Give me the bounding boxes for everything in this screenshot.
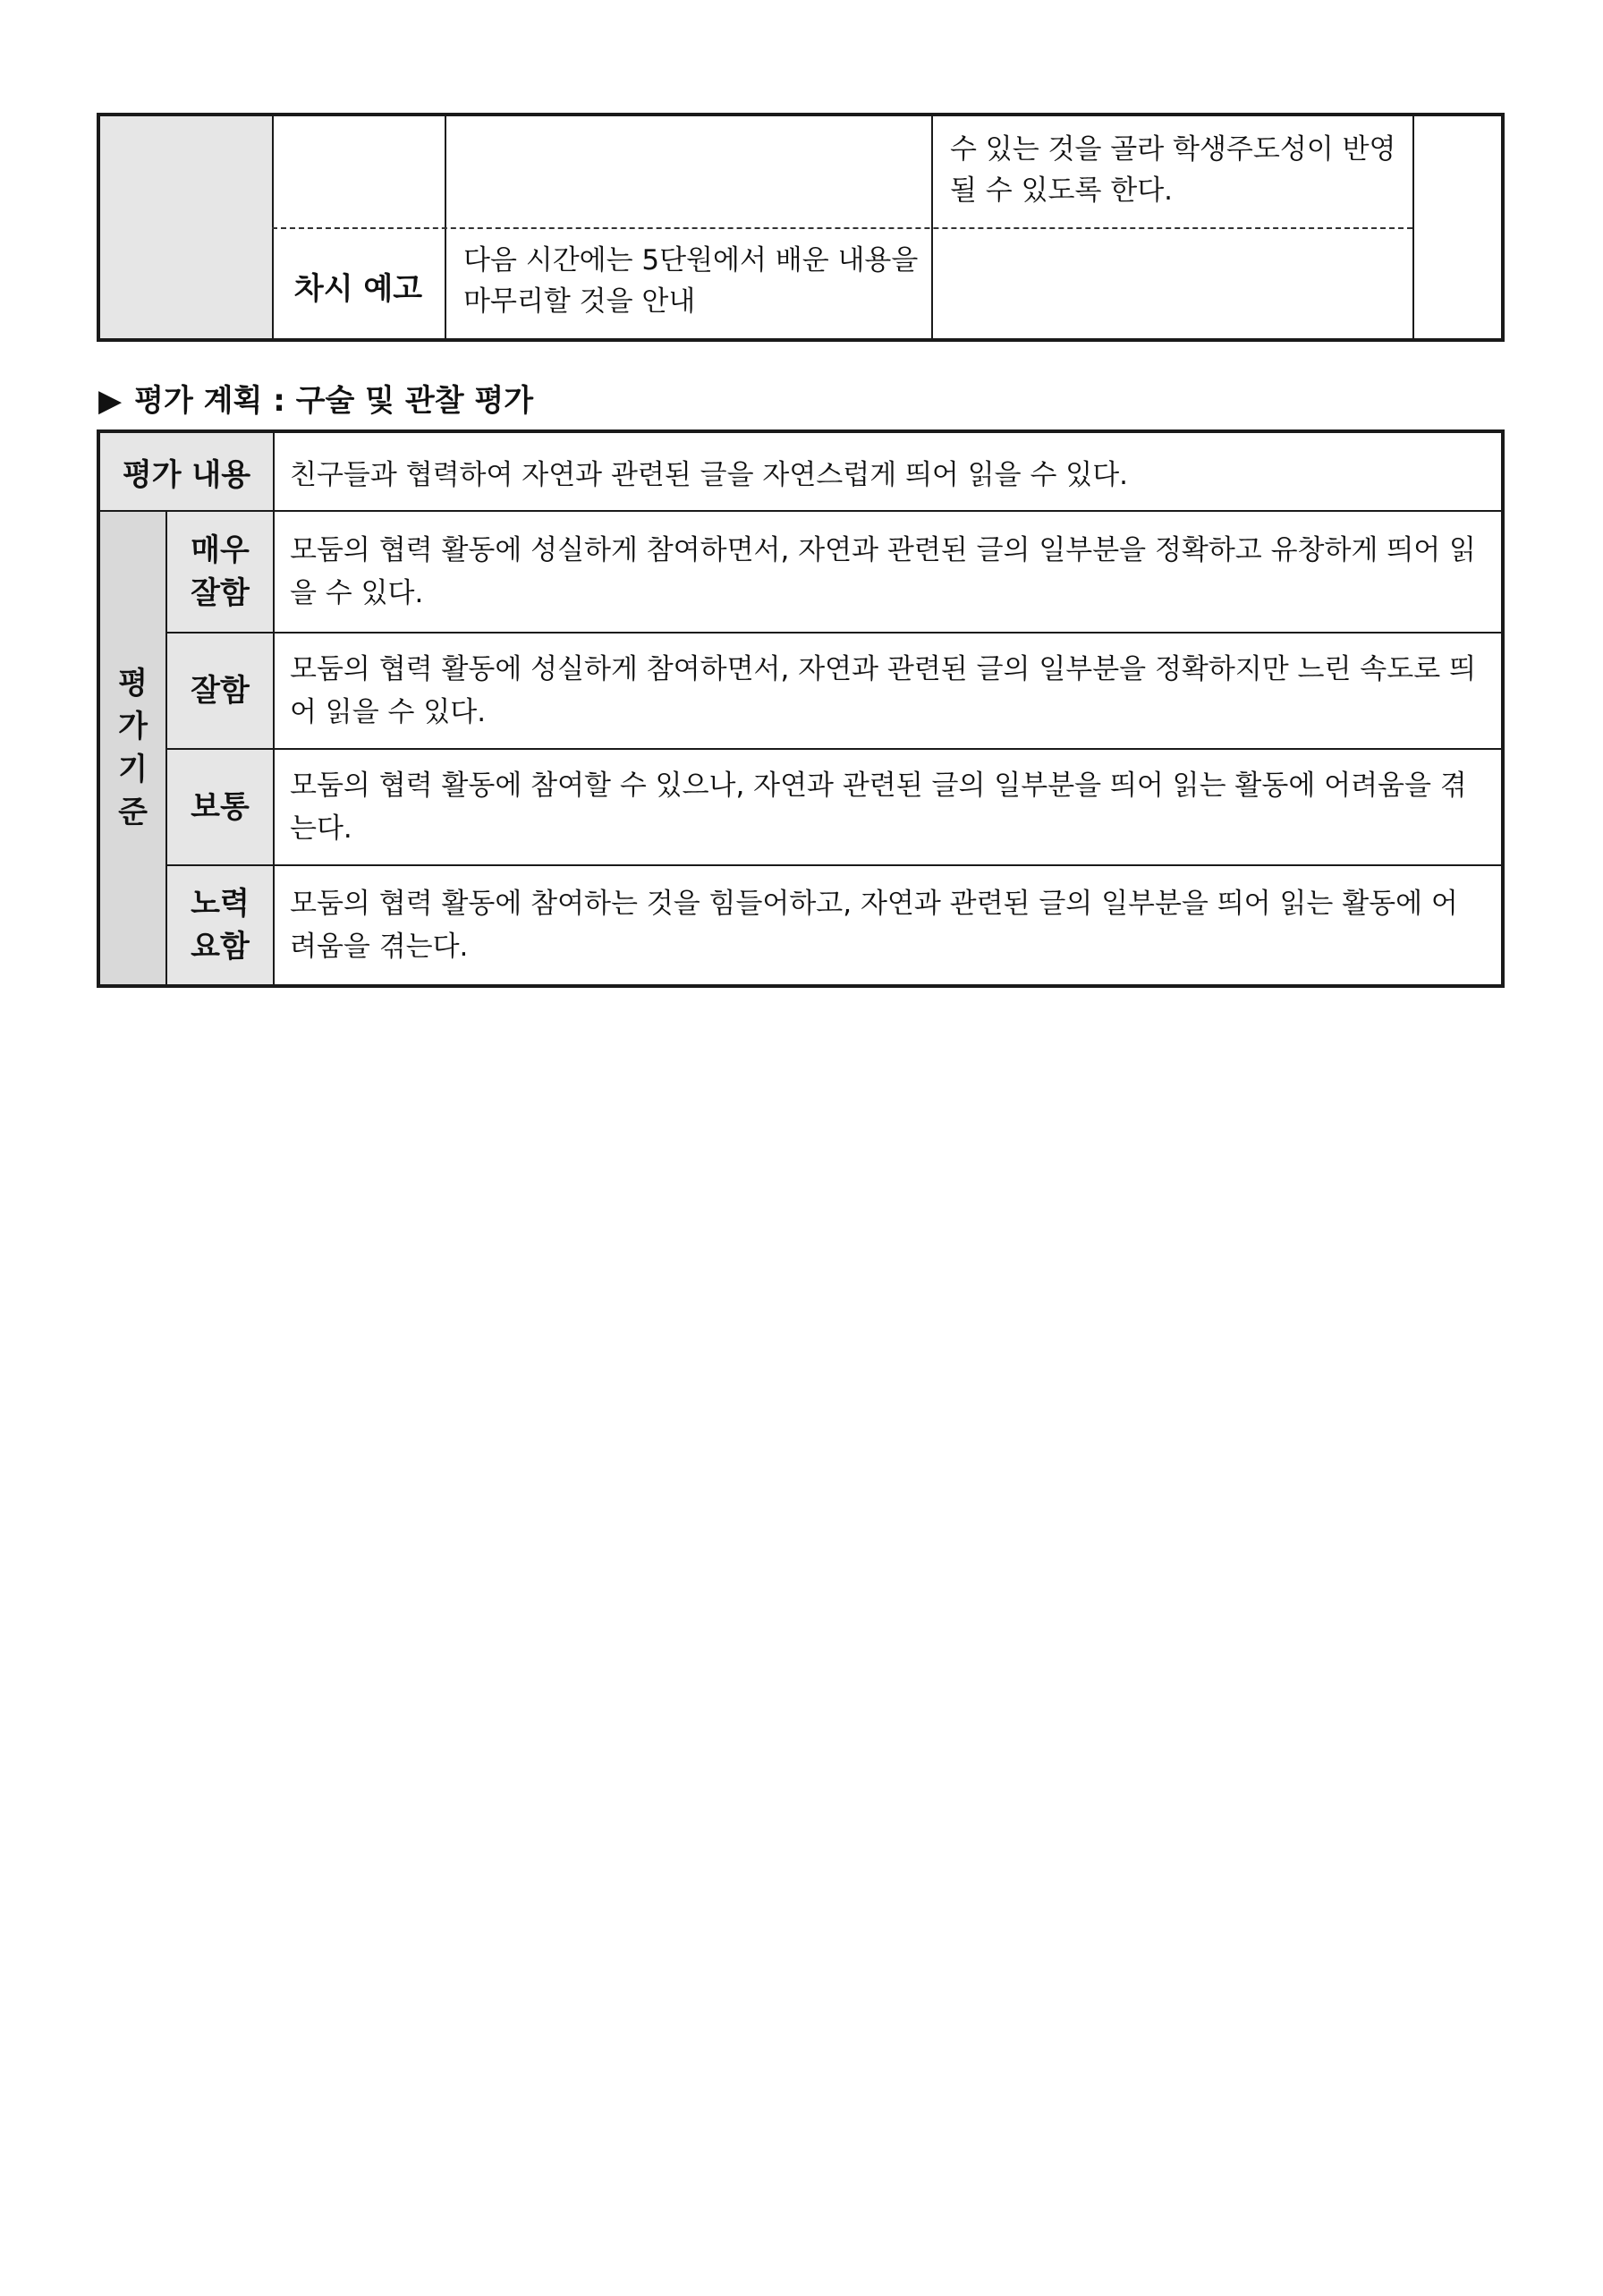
level-description: 모둠의 협력 활동에 참여하는 것을 힘들어하고, 자연과 관련된 글의 일부분을 띄어 읽는 활동에 어려움을 겪는다. — [290, 888, 1458, 963]
extra-column — [1412, 116, 1501, 338]
criteria-label — [100, 512, 167, 984]
evaluation-plan-title: 평가 계획 : 구술 및 관찰 평가 — [134, 383, 534, 419]
level-row-good — [167, 634, 1501, 750]
note-continuation-text: 수 있는 것을 골라 학생주도성이 반영될 수 있도록 한다. — [950, 133, 1396, 207]
evaluation-content-row — [100, 433, 1501, 512]
evaluation-table — [97, 429, 1505, 988]
criteria-label-text: 평가기준 — [118, 666, 148, 830]
level-row-needs-effort — [167, 866, 1501, 984]
next-lesson-label: 차시 예고 — [293, 270, 423, 307]
level-description: 모둠의 협력 활동에 성실하게 참여하면서, 자연과 관련된 글의 일부분을 정확하지만 느린 속도로 띄어 읽을 수 있다. — [290, 653, 1476, 728]
level-description: 모둠의 협력 활동에 성실하게 참여하면서, 자연과 관련된 글의 일부분을 정확하고 유창하게 띄어 읽을 수 있다. — [290, 534, 1476, 609]
level-description: 모둠의 협력 활동에 참여할 수 있으나, 자연과 관련된 글의 일부분을 띄어 읽는 활동에 어려움을 겪는다. — [290, 770, 1467, 845]
evaluation-content-label: 평가 내용 — [100, 433, 275, 510]
level-row-average — [167, 750, 1501, 866]
next-lesson-text: 다음 시간에는 5단원에서 배운 내용을 마무리할 것을 안내 — [463, 244, 919, 318]
lesson-plan-table — [97, 113, 1505, 342]
triangle-bullet-icon: ▶ — [98, 383, 123, 419]
level-label: 잘함 — [167, 634, 275, 748]
evaluation-plan-heading — [98, 379, 533, 422]
level-label: 보통 — [167, 750, 275, 864]
level-label: 매우 잘함 — [167, 512, 275, 632]
level-label: 노력 요함 — [167, 866, 275, 984]
evaluation-content-text: 친구들과 협력하여 자연과 관련된 글을 자연스럽게 띄어 읽을 수 있다. — [290, 458, 1129, 491]
stage-column — [100, 116, 274, 338]
level-row-excellent — [167, 512, 1501, 634]
